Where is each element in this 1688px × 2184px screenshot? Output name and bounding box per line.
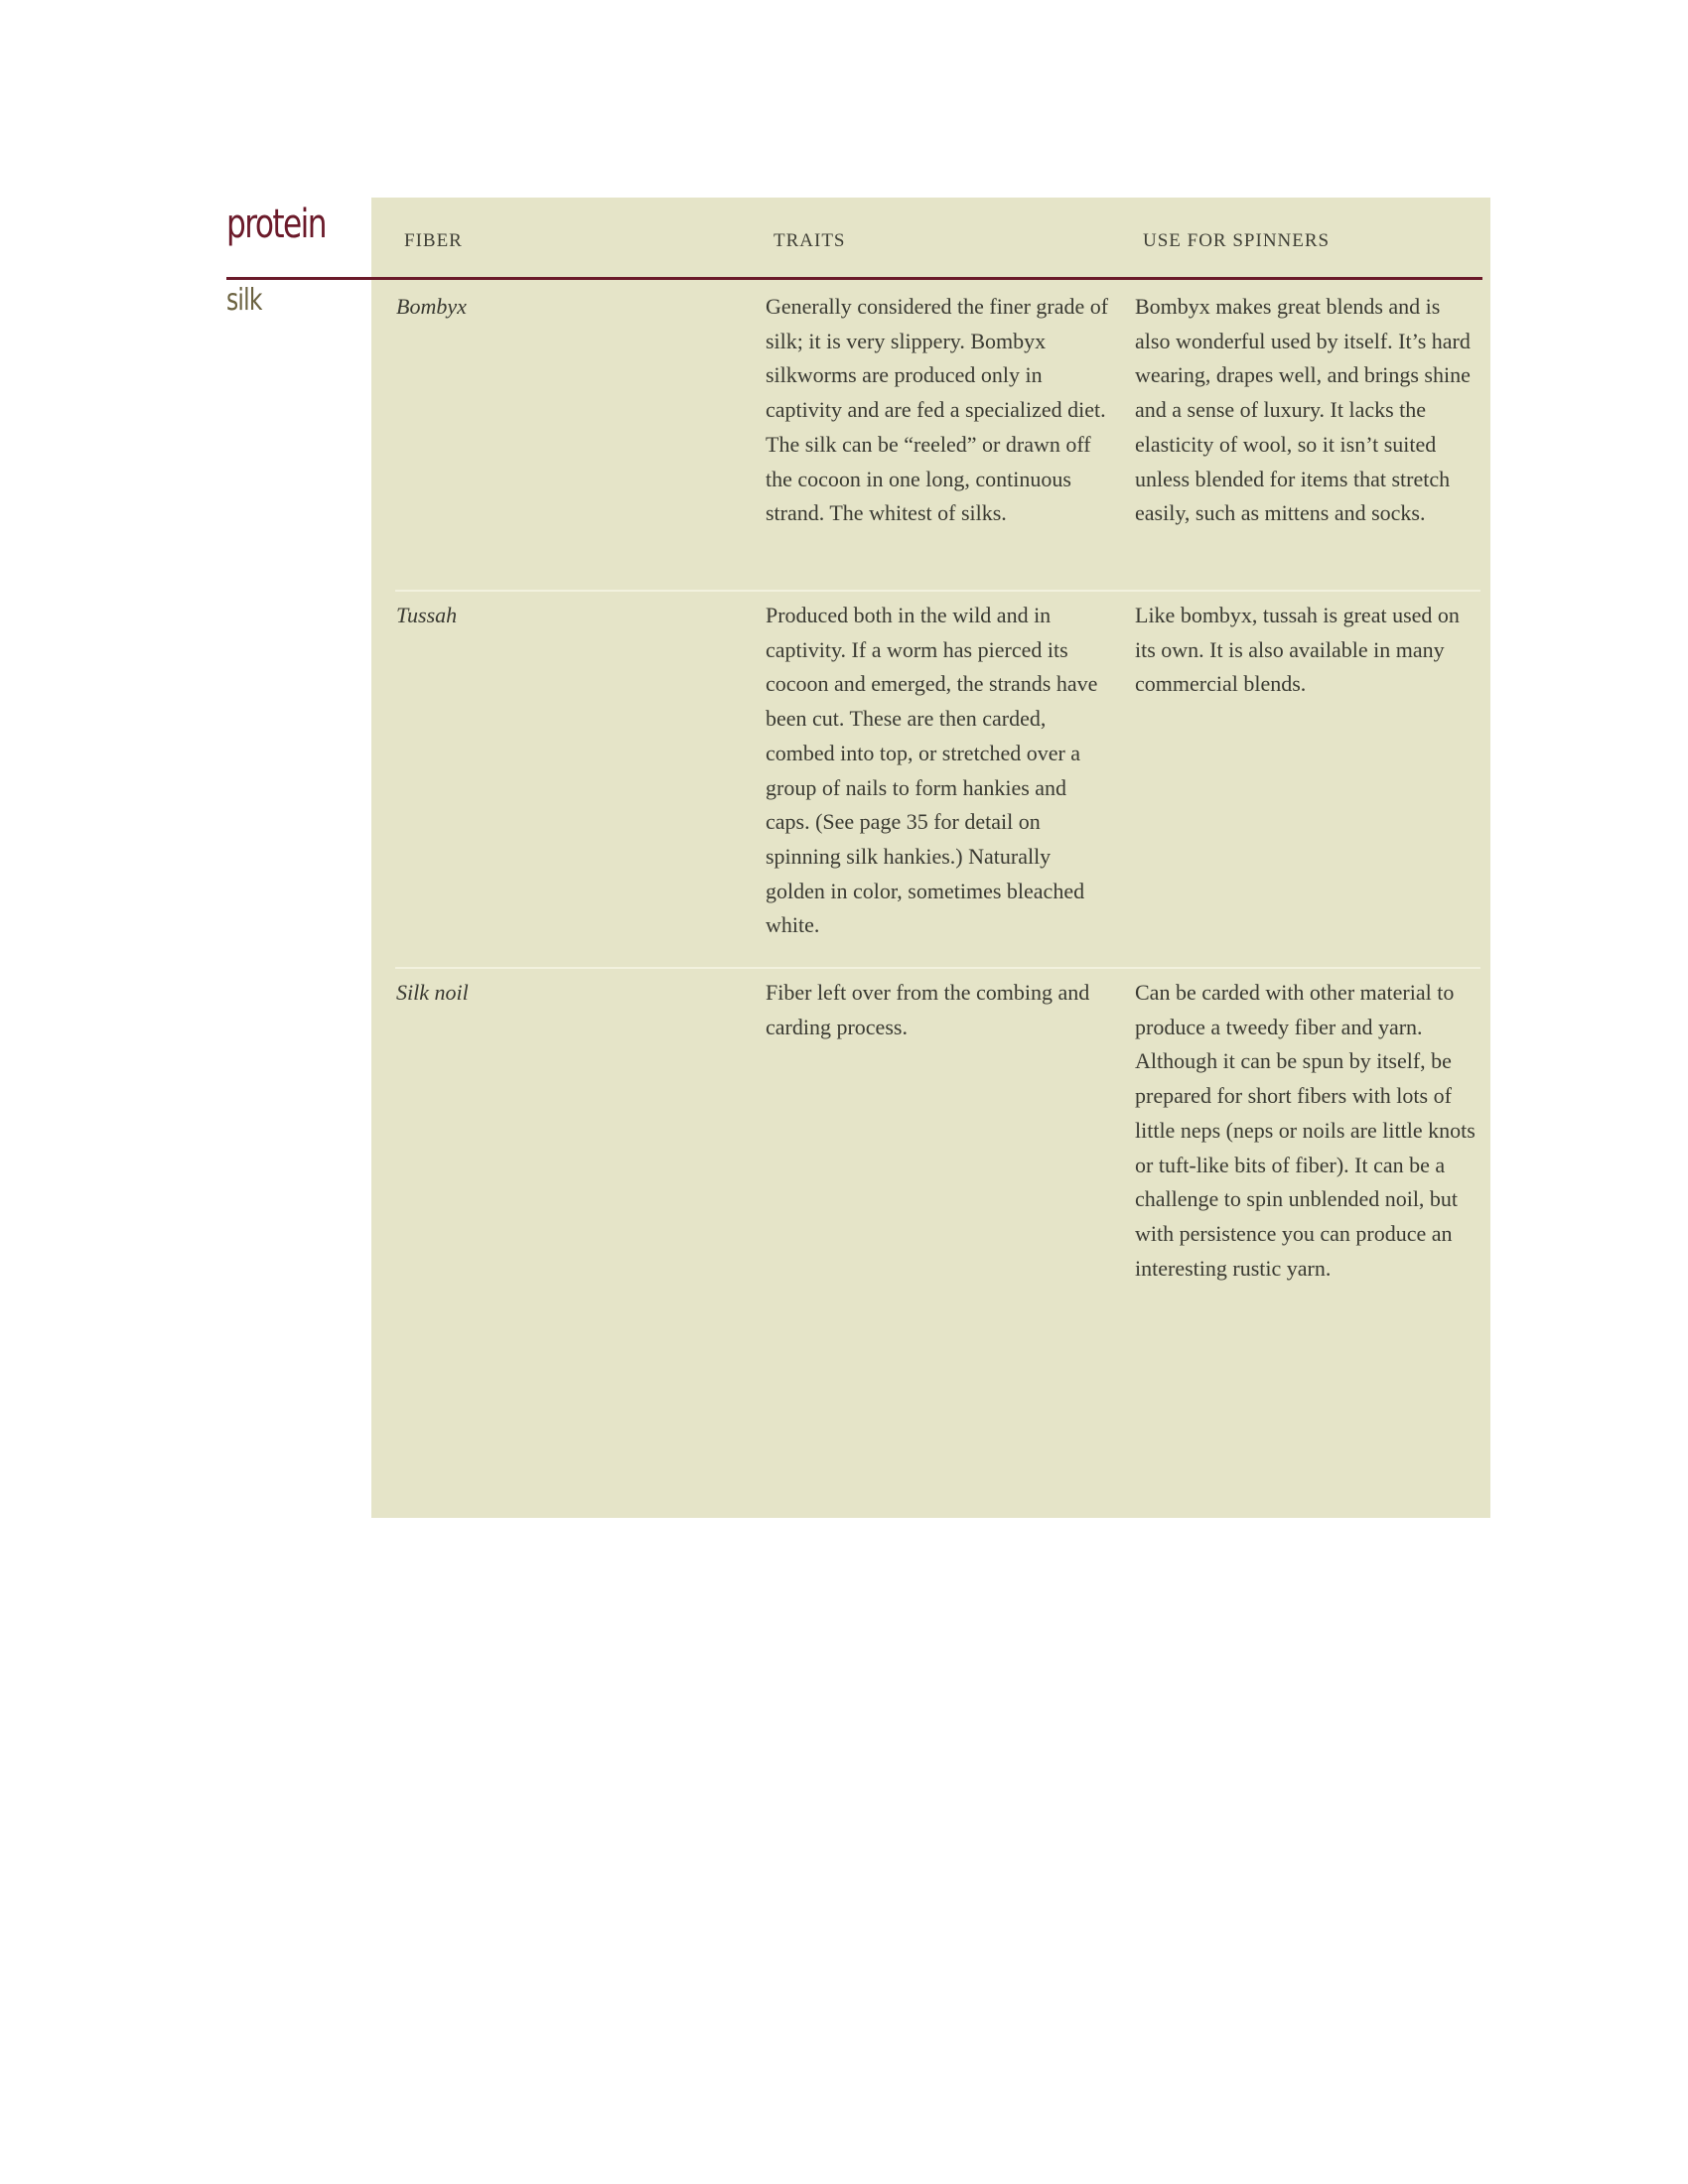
column-header-traits: TRAITS — [774, 230, 846, 251]
column-header-fiber: FIBER — [404, 230, 463, 251]
section-title: protein — [226, 202, 326, 247]
table-row-use: Bombyx makes great blends and is also wonderful used by itself. It’s hard wearing, drapes well, and brings shine and a sense of luxury. It lacks the elasticity of wool, so it isn’t suited unless blended for items that stretch easily, such as mittens and socks. — [1135, 294, 1471, 526]
header-rule — [226, 277, 1482, 280]
table-row-fiber: Tussah — [396, 603, 458, 627]
row-divider — [395, 590, 1480, 592]
subsection-title: silk — [226, 283, 262, 318]
table-row-fiber: Bombyx — [396, 294, 467, 319]
table-row-traits: Fiber left over from the combing and carding process. — [766, 980, 1090, 1039]
column-header-use: USE FOR SPINNERS — [1143, 230, 1331, 251]
table-row-traits: Generally considered the finer grade of silk; it is very slippery. Bombyx silkworms are produced only in captivity and are fed a specialized diet. The silk can be “reeled” or drawn off the cocoon in one long, continuous strand. The whitest of silks. — [766, 294, 1109, 526]
table-row-use: Can be carded with other material to produce a tweedy fiber and yarn. Although it can be spun by itself, be prepared for short fibers with lots of little neps (neps or noils are little knots or tuft-like bits of fiber). It can be a challenge to spin unblended noil, but with persistence you can produce an interesting rustic yarn. — [1135, 980, 1476, 1281]
table-row-fiber: Silk noil — [396, 980, 469, 1005]
table-row-use: Like bombyx, tussah is great used on its own. It is also available in many commercial blends. — [1135, 603, 1460, 697]
table-row-traits: Produced both in the wild and in captivity. If a worm has pierced its cocoon and emerged, the strands have been cut. These are then carded, combed into top, or stretched over a group of nails to form hankies and caps. (See page 35 for detail on spinning silk hankies.) Naturally golden in color, sometimes bleached white. — [766, 603, 1098, 938]
row-divider — [395, 967, 1480, 969]
